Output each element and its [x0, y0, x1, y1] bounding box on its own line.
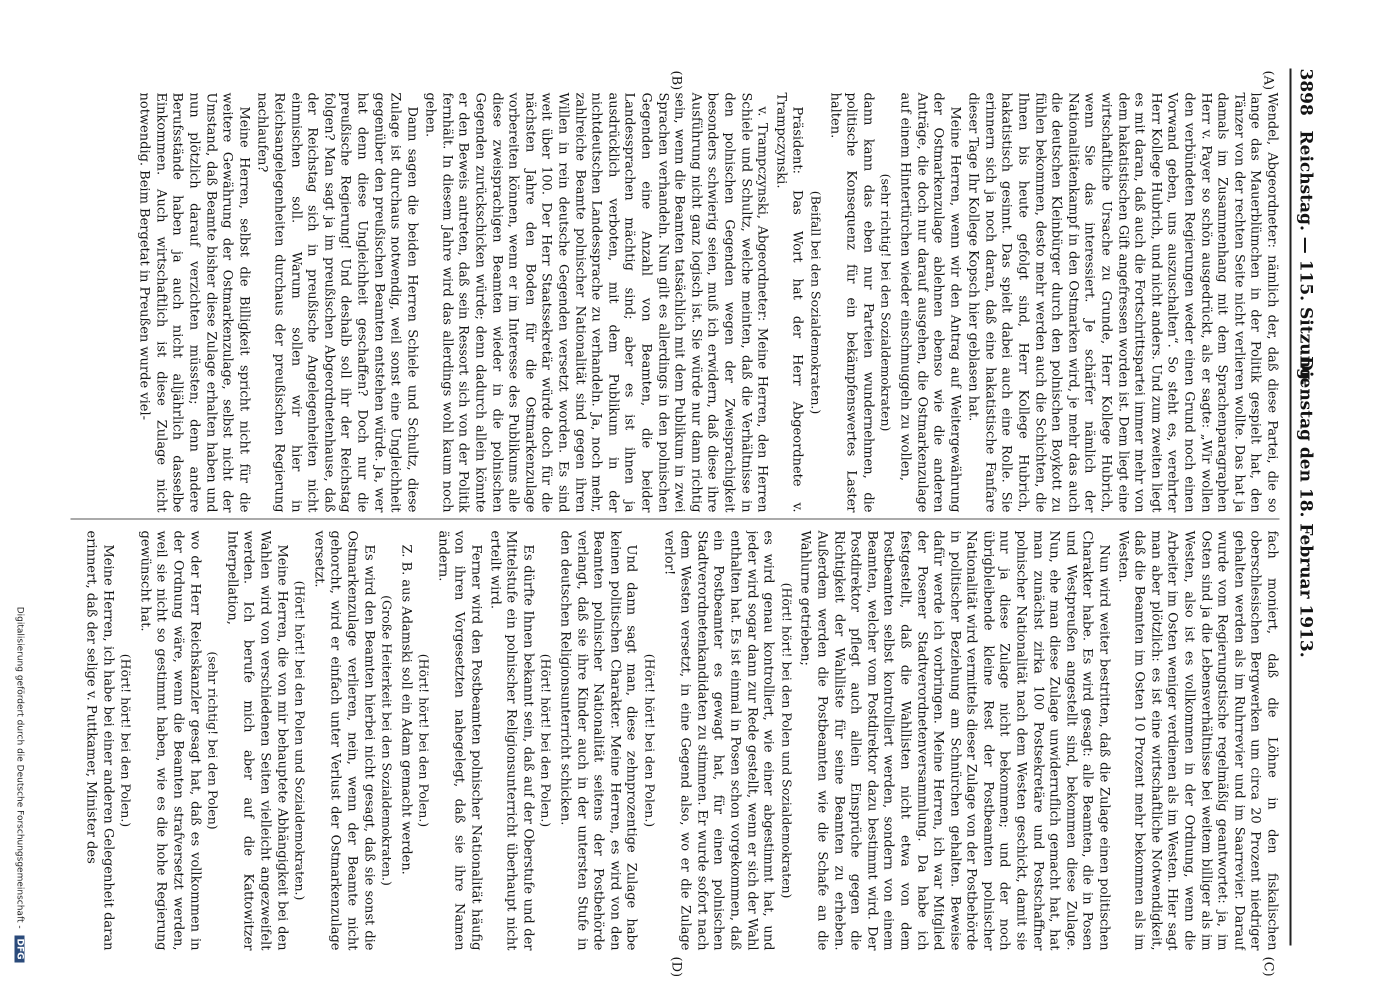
credit-text: Digitalisierung gefördert durch die Deutsche Forschungsgemeinschaft - [14, 606, 24, 929]
paragraph: Meine Herren, ich habe bei einer anderen Gelegenheit daran erinnert, daß der selige v. Puttkamer, Minister des [83, 530, 115, 950]
paragraph: fach moniert, daß die Löhne in den fiskalischen oberschlesischen Bergwerken um circa 20 Prozent niedriger gehalten werden als im Ruhrrevier und im Saarrevier. Darauf wurde vom Regierungstische regelmäßig geantwortet: ja, im Osten sind ja die Lebensverhältnisse bei weitem billiger als im Westen, also ist es vollkommen in der Ordnung, wenn die Arbeiter im Osten weniger verdienen als im Westen. Hier sagt man aber plötzlich: es ist eine wirtschaftliche Notwendigkeit, daß die Beamten im Osten 10 Prozent mehr bekommen als im Westen. [1114, 530, 1279, 950]
header-session: Reichstag. — 115. Sitzung. [1295, 130, 1315, 386]
interjection: (Hört! hört! bei den Polen.) [118, 653, 134, 827]
header-date: Dienstag den 18. Februar 1913. [1295, 355, 1315, 658]
interjection: (Hört! hört! bei den Polen und Sozialdemokraten.) [292, 580, 308, 900]
margin-marker-a: (A) [1260, 70, 1275, 90]
paragraph: Präsident: Das Wort hat der Herr Abgeordnete v. Trampczynski. [772, 92, 805, 512]
paragraph: Meine Herren, wenn wir den Antrag auf Weitergewährung der Ostmarkenzulage ablehnen ebenso wie die anderen Anträge, die doch nur darauf ausgehen, die Ostmarkenzulage auf einem Hintertürchen wieder einschmuggeln zu wollen, [896, 92, 962, 512]
right-column [70, 530, 1279, 950]
margin-marker-c: (C) [1260, 956, 1275, 977]
interjection: (Große Heiterkeit bei den Sozialdemokraten.) [379, 594, 395, 886]
paragraph: Z. B. aus Adamski soll ein Adam gemacht werden. [397, 544, 413, 875]
left-column [70, 92, 1279, 512]
paragraph: es wird genau kontrolliert, wie einer abgestimmt hat, und jeder wird sogar dann zur Rede gestellt, wenn er sich der Wahl enthalten hat. Es ist einmal in Posen schon vorgekommen, daß ein Postbeamter es gewagt hat, für einen polnischen Stadtverordnetenkandidaten zu stimmen. Er wurde sofort nach dem Westen versetzt, in eine Gegend also, wo er die Zulage verlor! [660, 530, 776, 950]
paragraph: Meine Herren, die von mir behauptete Abhängigkeit bei den Wahlen wird von verschiedenen Seiten vielleicht angezweifelt werden. Ich berufe mich aber auf die Kattowitzer Interpellation, [223, 530, 289, 950]
paragraph: Wendel, Abgeordneter: nämlich der, daß diese Partei, die so lange das Mauerblümchen in der Politik gespielt hat, den Tänzer von der rechten Seite nicht verlieren wollte. Das hat ja damals im Zusammenhang mit dem Sprachenparagraphen Herr v. Payer so schön ausgedrückt, als er sagte: „Wir wollen den verbündeten Regierungen weder einen Grund noch einen Vorwand geben, uns auszuschalten“. So steht es, verehrter Herr Kollege Hubrich, und nicht anders. Und zum zweiten liegt es mit daran, daß auch die Fortschrittspartei immer mehr von dem hakatistischen Gift angefressen worden ist. Dem liegt eine wirtschaftliche Ursache zu Grunde, Herr Kollege Hubrich, wenn Sie das interessiert. Je schärfer nämlich der Nationalitätenkampf in den Ostmarken wird, je mehr das auch die deutschen Kleinbürger durch den polnischen Boykott zu fühlen bekommen, desto mehr werden auch die Schichten, die Ihnen bis heute gefolgt sind, Herr Kollege Hubrich, hakatistisch gesinnt. Das spielt dabei auch eine Rolle. Sie erinnern sich ja noch daran, daß eine hakatistische Fanfare dieser Tage Ihr Kollege Kopsch hier geblasen hat. [965, 92, 1279, 512]
interjection: (Hört! hört! bei den Polen.) [642, 653, 658, 827]
paragraph: Ferner wird den Postbeamten polnischer Nationalität häufig von ihren Vorgesetzten nahegelegt, daß sie ihre Namen ändern. [434, 530, 484, 950]
interjection: (Hört! hört! bei den Polen und Sozialdemokraten) [778, 582, 794, 898]
paragraph: Nun wird weiter bestritten, daß die Zulage einen politischen Charakter habe. Es wird gesagt: alle Beamten, die in Posen und Westpreußen angestellt sind, bekommen diese Zulage. Nun, ehe man diese Zulage unwiderruflich gemacht hat, hat man zunächst zirka 100 Postsekretäre und Postschaffner polnischer Nationalität nach dem Westen geschickt, damit sie nur ja diese Zulage nicht bekommen; und der noch übrigbleibende kleine Rest der Postbeamten polnischer Nationalität wird vermittels dieser Zulage von der Postbehörde in politischer Beziehung am Schnürchen gehalten. Beweise dafür werde ich vorbringen. Meine Herren, ich war Mitglied der Posener Stadtverordnetenversammlung. Da habe ich festgestellt, daß die Wahllisten nicht etwa von dem Postbeamten selbst kontrolliert werden, sondern von einem Beamten, welcher vom Postdirektor dazu bestimmt wird. Der Postdirektor pflegt auch allein Einsprüche gegen die Richtigkeit der Wahlliste für seine Beamten zu erheben. Außerdem werden die Postbeamten wie die Schafe an die Wahlurne getrieben; [797, 530, 1112, 950]
column-divider [70, 518, 1279, 519]
paragraph: v. Trampczynski, Abgeordneter: Meine Herren, den Herren Schiele und Schultz, welche meinten, daß die Verhältnisse in den polnischen Gegenden wegen der Zweisprachigkeit besonders schwierig seien, muß ich erwidern, daß diese ihre Ausführung nicht ganz logisch ist. Sie würde nur dann richtig sein, wenn die Beamten tatsächlich mit dem Publikum in zwei Sprachen verhandeln. Nun gilt es allerdings in den polnischen Gegenden eine Anzahl von Beamten, die beider Landessprachen mächtig sind; aber es ist ihnen ja ausdrücklich verboten, mit dem Publikum in der nichtdeutschen Landessprache zu verhandeln. Ja, noch mehr, zahlreiche Beamte polnischer Nationalität sind gegen ihren Willen in rein deutsche Gegenden versetzt worden. Es sind weit über 100. Der Herr Staatssekretär würde doch für die nächsten Jahre den Boden für die Ostmarkenzulage vorbereiten können, wenn er im Interesse des Publikums alle diese zweisprachigen Beamten wieder in die polnischen Gegenden zurückschicken würde; denn dadurch allein könnte er den Beweis antreten, daß sein Ressort sich von der Politik fernhält. In diesem Jahre wird das allerdings wohl kaum noch gehen. [422, 92, 770, 512]
paragraph: Und dann sagt man, diese zehnprozentige Zulage habe keinen politischen Charakter. Meine Herren, es wird von den Beamten polnischer Nationalität seitens der Postbehörde verlangt, daß sie ihre Kinder auch in der untersten Stufe in den deutschen Religionsunterricht schicken. [557, 530, 639, 950]
paragraph: dann kann das eben nur Parteien wundernehmen, die politische Konsequenz für ein bekämpfenswertes Laster halten. [826, 92, 875, 512]
margin-marker-b: (B) [668, 70, 683, 90]
interjection: (sehr richtig! bei den Sozialdemokraten) [878, 173, 894, 431]
paragraph: wo der Herr Reichskanzler gesagt hat, daß es vollkommen in der Ordnung wäre, wenn die Beamten strafversetzt werden, weil sie nicht so gestimmt haben, wie es die hohe Regierung gewünscht hat. [136, 530, 202, 950]
page-number: 3898 [1295, 68, 1315, 116]
paragraph: Es wird den Beamten hierbei nicht gesagt, daß sie sonst die Ostmarkenzulage verlieren, nein, wenn der Beamte nicht gehorcht, wird er einfach unter Verlust der Ostmarkenzulage versetzt. [310, 530, 376, 950]
digitization-credit [14, 606, 24, 962]
paragraph: Meine Herren, selbst die Billigkeit spricht nicht für die weitere Gewährung der Ostmarkenzulage, selbst nicht der Umstand, daß Beamte bisher diese Zulage erhalten haben und nun plötzlich darauf verzichten müssten; denn andere Berufsstände haben ja auch nicht alljährlich dasselbe Einkommen. Auch wirtschaftlich ist diese Zulage nicht notwendig. Beim Bergetat in Preußen wurde viel- [136, 92, 251, 512]
interjection: (sehr richtig! bei den Polen) [205, 650, 221, 830]
paragraph: Dann sagen die beiden Herren Schiele und Schultz, diese Zulage ist durchaus notwendig, weil sonst eine Ungleichheit gegenüber den preußischen Beamten entstehen würde. Ja, wer hat denn diese Ungleichheit geschaffen? Doch nur die preußische Regierung! Und deshalb soll ihr der Reichstag folgen? Man sagt ja im preußischen Abgeordnetenhause, daß der Reichstag sich in preußische Angelegenheiten nicht einmischen soll. Warum sollen wir hier in Reichsangelegenheiten durchaus der preußischen Regierung nachlaufen? [254, 92, 419, 512]
margin-marker-d: (D) [668, 956, 683, 977]
interjection: (Hört! hört! bei den Polen.) [538, 653, 554, 827]
paragraph: Es dürfte Ihnen bekannt sein, daß auf der Oberstufe und der Mittelstufe ein polnischer Religionsunterricht überhaupt nicht erteilt wird. [486, 530, 535, 950]
dfg-badge: DFG [14, 935, 24, 962]
interjection: (Hört! hört! bei den Polen.) [416, 653, 432, 827]
interjection: (Beifall bei den Sozialdemokraten.) [807, 190, 823, 414]
page-header [1289, 68, 1325, 945]
